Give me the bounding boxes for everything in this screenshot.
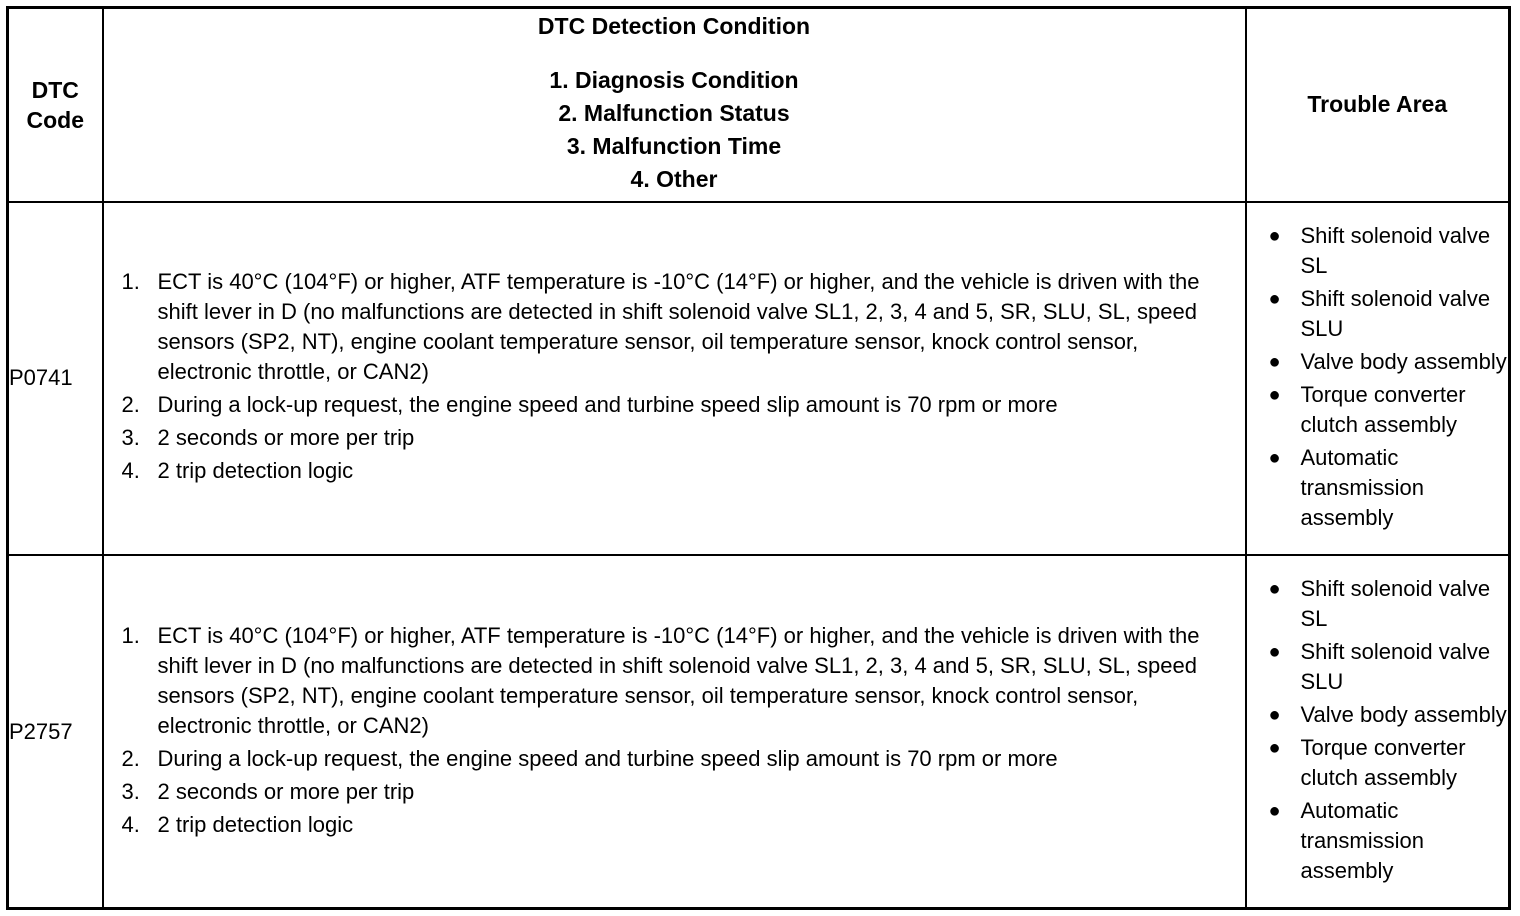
trouble-area-text: Torque converter clutch assembly xyxy=(1300,381,1466,437)
table-row xyxy=(8,555,1510,908)
trouble-area-text: Shift solenoid valve SL xyxy=(1300,576,1491,632)
header-condition-item: 4. Other xyxy=(630,166,718,193)
trouble-area-text: Shift solenoid valve SL xyxy=(1300,222,1491,278)
header-condition-item: 2. Malfunction Status xyxy=(558,100,790,127)
header-trouble-area xyxy=(1246,8,1510,202)
trouble-area-list xyxy=(1247,574,1509,886)
header-detection-condition xyxy=(103,8,1246,202)
condition-text: 2 seconds or more per trip xyxy=(157,425,415,451)
header-condition-item: 3. Malfunction Time xyxy=(566,133,782,160)
condition-number: 4. xyxy=(121,811,140,837)
trouble-area-text: Shift solenoid valve SLU xyxy=(1300,285,1491,341)
bullet-icon: ● xyxy=(1268,383,1281,406)
detection-condition-cell xyxy=(103,555,1246,908)
trouble-area-item xyxy=(1269,637,1509,697)
condition-text: ECT is 40°C (104°F) or higher, ATF temperature is -10°C (14°F) or higher, and the vehicle is driven with the shift lever in D (no malfunctions are detected in shift solenoid valve SL1, 2, 3, 4 and 5, SR, SLU, SL, speed sensors (SP2, NT), engine coolant temperature sensor, oil temperature sensor, knock control sensor, electronic throttle, or CAN2) xyxy=(157,622,1200,738)
trouble-area-item xyxy=(1269,700,1509,730)
bullet-icon: ● xyxy=(1268,446,1281,469)
trouble-area-item xyxy=(1269,733,1509,793)
trouble-area-item xyxy=(1269,221,1509,281)
condition-item xyxy=(122,810,1245,840)
trouble-area-text: Valve body assembly xyxy=(1300,348,1507,374)
header-trouble-area-label: Trouble Area xyxy=(1307,91,1448,118)
dtc-table xyxy=(6,6,1511,910)
condition-number: 3. xyxy=(121,778,140,804)
condition-list xyxy=(104,621,1245,840)
table-row xyxy=(8,202,1510,555)
condition-item xyxy=(122,621,1245,741)
header-condition-list xyxy=(104,64,1245,196)
detection-condition-cell xyxy=(103,202,1246,555)
trouble-area-item xyxy=(1269,574,1509,634)
condition-list xyxy=(104,267,1245,486)
bullet-icon: ● xyxy=(1268,350,1281,373)
condition-text: During a lock-up request, the engine speed and turbine speed slip amount is 70 rpm or more xyxy=(157,392,1058,418)
bullet-icon: ● xyxy=(1268,641,1281,664)
condition-number: 3. xyxy=(121,425,140,451)
trouble-area-list xyxy=(1247,221,1509,533)
condition-text: 2 seconds or more per trip xyxy=(157,778,415,804)
trouble-area-text: Valve body assembly xyxy=(1300,702,1507,728)
bullet-icon: ● xyxy=(1268,224,1281,247)
trouble-area-text: Torque converter clutch assembly xyxy=(1300,735,1466,791)
condition-item xyxy=(122,456,1245,486)
header-condition-title: DTC Detection Condition xyxy=(537,13,811,40)
condition-item xyxy=(122,390,1245,420)
condition-text: 2 trip detection logic xyxy=(157,458,354,484)
condition-text: 2 trip detection logic xyxy=(157,811,354,837)
condition-text: During a lock-up request, the engine speed and turbine speed slip amount is 70 rpm or more xyxy=(157,745,1058,771)
trouble-area-cell xyxy=(1246,555,1510,908)
trouble-area-item xyxy=(1269,443,1509,533)
dtc-code-cell: P2757 xyxy=(8,555,103,908)
trouble-area-cell xyxy=(1246,202,1510,555)
trouble-area-item xyxy=(1269,796,1509,886)
condition-item xyxy=(122,744,1245,774)
header-dtc-code xyxy=(8,8,103,202)
bullet-icon: ● xyxy=(1268,737,1281,760)
trouble-area-text: Automatic transmission assembly xyxy=(1300,798,1424,884)
header-condition-item: 1. Diagnosis Condition xyxy=(549,67,799,94)
trouble-area-text: Shift solenoid valve SLU xyxy=(1300,639,1491,695)
header-row xyxy=(8,8,1510,202)
condition-item xyxy=(122,267,1245,387)
trouble-area-item xyxy=(1269,347,1509,377)
trouble-area-item xyxy=(1269,284,1509,344)
bullet-icon: ● xyxy=(1268,287,1281,310)
condition-number: 1. xyxy=(121,269,140,295)
header-dtc-code-label: DTC Code xyxy=(26,76,84,133)
bullet-icon: ● xyxy=(1268,800,1281,823)
condition-item xyxy=(122,423,1245,453)
condition-number: 2. xyxy=(121,745,140,771)
condition-item xyxy=(122,777,1245,807)
condition-number: 4. xyxy=(121,458,140,484)
trouble-area-text: Automatic transmission assembly xyxy=(1300,444,1424,530)
condition-text: ECT is 40°C (104°F) or higher, ATF temperature is -10°C (14°F) or higher, and the vehicle is driven with the shift lever in D (no malfunctions are detected in shift solenoid valve SL1, 2, 3, 4 and 5, SR, SLU, SL, speed sensors (SP2, NT), engine coolant temperature sensor, oil temperature sensor, knock control sensor, electronic throttle, or CAN2) xyxy=(157,269,1200,385)
dtc-code-cell: P0741 xyxy=(8,202,103,555)
trouble-area-item xyxy=(1269,380,1509,440)
bullet-icon: ● xyxy=(1268,578,1281,601)
condition-number: 1. xyxy=(121,622,140,648)
bullet-icon: ● xyxy=(1268,704,1281,727)
condition-number: 2. xyxy=(121,392,140,418)
